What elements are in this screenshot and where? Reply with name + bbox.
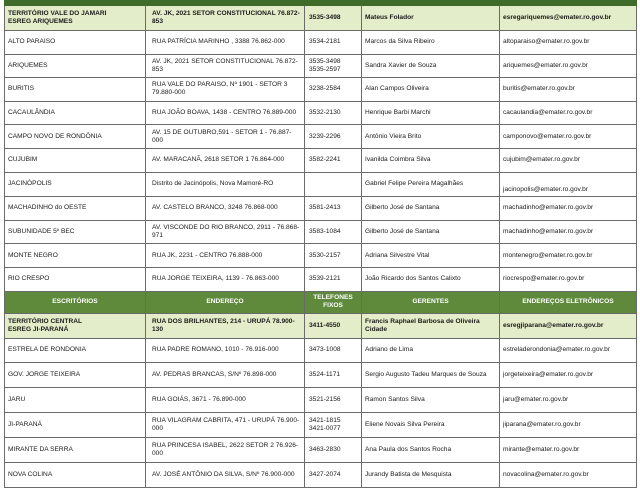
office-name: MONTE NEGRO — [5, 244, 146, 268]
office-manager: Adriana Silvestre Vital — [362, 244, 500, 268]
office-phones — [305, 148, 362, 172]
office-address: RUA VILAGRAM CABRITA, 471 - URUPÁ 76.900-000 — [146, 413, 305, 438]
offices-directory — [4, 0, 636, 488]
regional-name: TERRITÓRIO VALE DO JAMARI ESREG ARIQUEMES — [5, 6, 146, 31]
office-name: RIO CRESPO — [5, 267, 146, 291]
office-address: RUA PADRE ROMANO, 1010 - 76.916-000 — [146, 338, 305, 363]
phone-number: 3581-2413 — [309, 204, 341, 212]
office-address: RUA VALE DO PARAISO, Nº 1901 - SETOR 3 79.880-000 — [146, 78, 305, 102]
regional-row-ariquemes — [5, 6, 637, 31]
office-manager: Ivanilda Coimbra Silva — [362, 148, 500, 172]
table-row — [5, 462, 637, 487]
office-manager: Antônio Vieira Brito — [362, 125, 500, 149]
phone-number: 3530-2157 — [309, 251, 341, 259]
phone-number: 3238-2584 — [309, 85, 341, 93]
office-address: RUA GOIÁS, 3671 - 76.890-000 — [146, 388, 305, 413]
office-email[interactable]: montenegro@emater.ro.gov.br — [500, 244, 637, 268]
office-email[interactable]: mirante@emater.ro.gov.br — [500, 438, 637, 463]
office-name: CAMPO NOVO DE RONDÔNIA — [5, 125, 146, 149]
regional-name: TERRITÓRIO CENTRAL ESREG JI-PARANÁ — [5, 313, 146, 338]
office-email[interactable]: riocrespo@emater.ro.gov.br — [500, 267, 637, 291]
office-manager: Ramon Santos Silva — [362, 388, 500, 413]
table-row — [5, 338, 637, 363]
office-phones — [305, 388, 362, 413]
office-address: RUA JK, 2231 - CENTRO 76.888-000 — [146, 244, 305, 268]
office-address: AV. 15 DE OUTUBRO,591 - SETOR 1 - 76.887-000 — [146, 125, 305, 149]
header-phones: TELEFONES FIXOS — [305, 291, 362, 313]
offices-table — [4, 0, 637, 488]
phone-number: 3521-2156 — [309, 396, 341, 404]
regional-manager: Mateus Folador — [362, 6, 500, 31]
office-name: BURITIS — [5, 78, 146, 102]
table-row — [5, 54, 637, 78]
phone-number: 3539-2121 — [309, 275, 341, 283]
table-row — [5, 413, 637, 438]
phone-number: 3532-2130 — [309, 109, 341, 117]
office-address: RUA PRINCESA ISABEL, 2622 SETOR 2 76.926-000 — [146, 438, 305, 463]
office-name: NOVA COLINA — [5, 462, 146, 487]
office-name: GOV. JORGE TEIXEIRA — [5, 363, 146, 388]
phone-number: 3534-2181 — [309, 38, 341, 46]
phone-number: 3463-2830 — [309, 446, 341, 454]
office-email[interactable]: ariquemes@emater.ro.gov.br — [500, 54, 637, 78]
office-email[interactable]: cacaulandia@emater.ro.gov.br — [500, 101, 637, 125]
table-row — [5, 172, 637, 197]
office-email[interactable]: jaru@emater.ro.gov.br — [500, 388, 637, 413]
office-manager: Alan Campos Oliveira — [362, 78, 500, 102]
table-row — [5, 148, 637, 172]
regional-manager: Francis Raphael Barbosa de Oliveira Cidade — [362, 313, 500, 338]
phone-number: 3583-1084 — [309, 228, 341, 236]
office-phones — [305, 54, 362, 78]
office-address: Distrito de Jacinópolis, Nova Mamoré-RO — [146, 172, 305, 197]
regional-address: AV. JK, 2021 SETOR CONSTITUCIONAL 76.872-853 — [146, 6, 305, 31]
office-address: RUA PATRÍCIA MARINHO , 3388 76.862-000 — [146, 31, 305, 55]
office-email[interactable]: jacinopolis@emater.ro.gov.br — [500, 172, 637, 197]
office-phones — [305, 338, 362, 363]
office-name: JARU — [5, 388, 146, 413]
office-phones — [305, 413, 362, 438]
office-phones — [305, 267, 362, 291]
office-address: AV. JOSÉ ANTÔNIO DA SILVA, S/Nº 76.900-000 — [146, 462, 305, 487]
table-row — [5, 363, 637, 388]
office-phones — [305, 363, 362, 388]
office-email[interactable]: camponovo@emater.ro.gov.br — [500, 125, 637, 149]
office-phones — [305, 31, 362, 55]
table-row — [5, 197, 637, 221]
regional-address: RUA DOS BRILHANTES, 214 - URUPÁ 78.900-130 — [146, 313, 305, 338]
office-address: AV. MARACANÃ, 2618 SETOR 1 76.864-000 — [146, 148, 305, 172]
office-address: AV. VISCONDE DO RIO BRANCO, 2911 - 76.868-971 — [146, 220, 305, 244]
regional-phone: 3411-4550 — [305, 313, 362, 338]
office-phones — [305, 220, 362, 244]
phone-number: 3421-0077 — [309, 425, 341, 433]
table-row — [5, 267, 637, 291]
header-address: ENDEREÇO — [146, 291, 305, 313]
office-name: CUJUBIM — [5, 148, 146, 172]
office-name: MACHADINHO do OESTE — [5, 197, 146, 221]
office-manager: Jurandy Batista de Mesquista — [362, 462, 500, 487]
office-phones — [305, 244, 362, 268]
regional-email[interactable]: esregjiparana@emater.ro.gov.br — [500, 313, 637, 338]
office-address: AV. PEDRAS BRANCAS, S/Nº 76.898-000 — [146, 363, 305, 388]
table-row — [5, 244, 637, 268]
table-row — [5, 388, 637, 413]
office-manager: Marcos da Silva Ribeiro — [362, 31, 500, 55]
office-manager: Gabriel Felipe Pereira Magalhães — [362, 172, 500, 197]
table-header-row — [5, 291, 637, 313]
office-address: AV. CASTELO BRANCO, 3248 76.868-000 — [146, 197, 305, 221]
office-phones — [305, 78, 362, 102]
office-name: JI-PARANÁ — [5, 413, 146, 438]
office-email[interactable]: buritis@emater.ro.gov.br — [500, 78, 637, 102]
phone-number: 3535-3498 — [309, 57, 341, 65]
phone-number: 3524-1171 — [309, 371, 341, 379]
office-manager: Gilberto José de Santana — [362, 220, 500, 244]
header-managers: GERENTES — [362, 291, 500, 313]
office-email[interactable]: jorgeteixeira@emater.ro.gov.br — [500, 363, 637, 388]
office-phones — [305, 462, 362, 487]
office-name: ESTRELA DE RONDONIA — [5, 338, 146, 363]
office-name: ALTO PARAISO — [5, 31, 146, 55]
office-email[interactable]: altoparaiso@emater.ro.gov.br — [500, 31, 637, 55]
office-name: SUBUNIDADE 5º BEC — [5, 220, 146, 244]
office-name: CACAULÂNDIA — [5, 101, 146, 125]
office-phones — [305, 125, 362, 149]
office-manager: Sergio Augusto Tadeu Marques de Souza — [362, 363, 500, 388]
phone-number: 3535-2597 — [309, 65, 341, 73]
office-manager: Sandra Xavier de Souza — [362, 54, 500, 78]
office-manager: Adriano de Lima — [362, 338, 500, 363]
office-address: RUA JORGE TEIXEIRA, 1139 - 76.863-000 — [146, 267, 305, 291]
office-address: AV. JK, 2021 SETOR CONSTITUCIONAL 76.872-853 — [146, 54, 305, 78]
office-manager: João Ricardo dos Santos Calixto — [362, 267, 500, 291]
office-name: MIRANTE DA SERRA — [5, 438, 146, 463]
table-row — [5, 220, 637, 244]
office-email[interactable]: cujubim@emater.ro.gov.br — [500, 148, 637, 172]
regional-email[interactable]: esregariquemes@emater.ro.gov.br — [500, 6, 637, 31]
office-name: JACINÓPOLIS — [5, 172, 146, 197]
office-manager: Eliene Novais Silva Pereira — [362, 413, 500, 438]
phone-number: 3473-1008 — [309, 346, 341, 354]
office-email[interactable]: estreladerondonia@emater.ro.gov.br — [500, 338, 637, 363]
phone-number: 3239-2296 — [309, 132, 341, 140]
phone-number: 3421-1815 — [309, 417, 341, 425]
office-phones — [305, 172, 362, 197]
office-manager: Gilberto José de Santana — [362, 197, 500, 221]
regional-row-ji-parana — [5, 313, 637, 338]
office-email[interactable]: machadinho@emater.ro.gov.br — [500, 197, 637, 221]
office-manager: Henrique Barbi Marchi — [362, 101, 500, 125]
header-offices: ESCRITÓRIOS — [5, 291, 146, 313]
header-emails: ENDEREÇOS ELETRÔNICOS — [500, 291, 637, 313]
phone-number: 3582-2241 — [309, 156, 341, 164]
table-row — [5, 438, 637, 463]
table-row — [5, 78, 637, 102]
phone-number: 3427-2074 — [309, 470, 341, 478]
office-phones — [305, 197, 362, 221]
regional-phone: 3535-3498 — [305, 6, 362, 31]
office-name: ARIQUEMES — [5, 54, 146, 78]
office-manager: Ana Paula dos Santos Rocha — [362, 438, 500, 463]
table-row — [5, 31, 637, 55]
office-email[interactable]: novacolina@emater.ro.gov.br — [500, 462, 637, 487]
office-phones — [305, 438, 362, 463]
office-address: RUA JOÃO BOAVA, 1438 - CENTRO 76.889-000 — [146, 101, 305, 125]
office-email[interactable]: machadinho@emater.ro.gov.br — [500, 220, 637, 244]
office-email[interactable]: jiparana@emater.ro.gov.br — [500, 413, 637, 438]
office-phones — [305, 101, 362, 125]
table-row — [5, 101, 637, 125]
table-row — [5, 125, 637, 149]
